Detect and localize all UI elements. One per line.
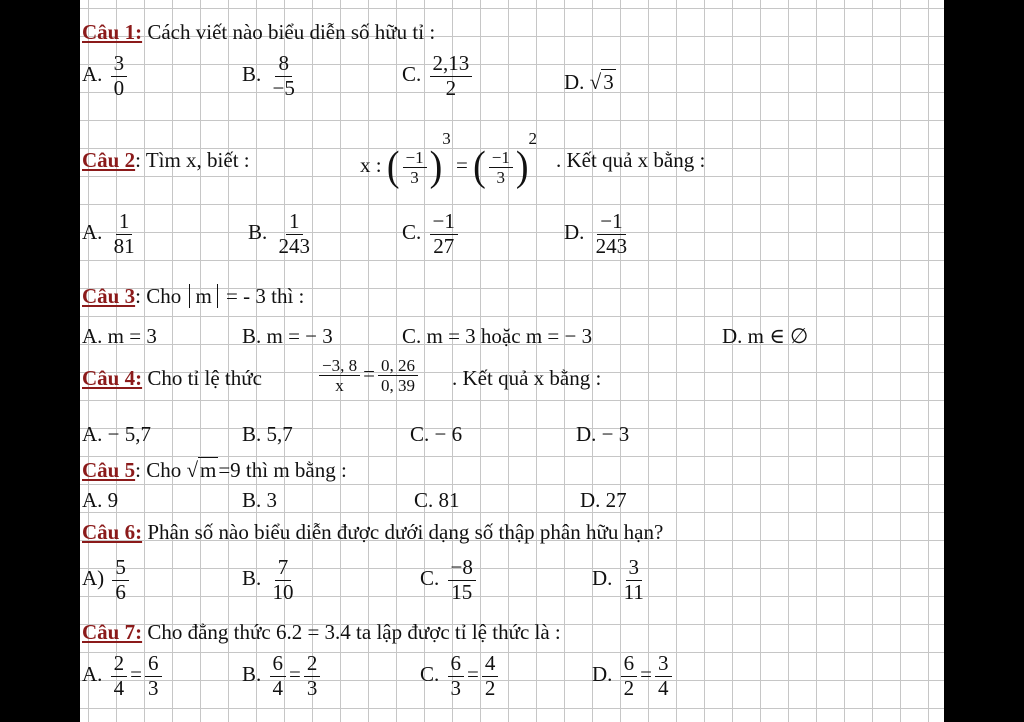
question-6: Câu 6: Phân số nào biểu diễn được dưới dạng số thập phân hữu hạn? bbox=[82, 520, 664, 544]
question-1-label: Câu 1: bbox=[82, 20, 143, 44]
question-4-label: Câu 4: bbox=[82, 366, 143, 390]
q1-option-a: A. $\frac{3}{0}$ bbox=[82, 52, 130, 100]
q3-option-b: B. m = − 3 bbox=[242, 324, 333, 348]
q1-option-c: C. $\frac{2,13}{2}$ bbox=[402, 52, 475, 100]
question-2-label: Câu 2 bbox=[82, 148, 136, 172]
q7-option-c: C. $\frac{6}{3}$ = $\frac{4}{2}$ bbox=[420, 652, 501, 700]
q6-option-a: A) $\frac{5}{6}$ bbox=[82, 556, 132, 604]
q7-option-b: B. $\frac{6}{4}$ = $\frac{2}{3}$ bbox=[242, 652, 323, 700]
fraction: $\frac{3}{0}$ bbox=[111, 52, 128, 100]
question-7: Câu 7: Cho đẳng thức 6.2 = 3.4 ta lập được tỉ lệ thức là : bbox=[82, 620, 561, 644]
q4-option-c: C. − 6 bbox=[410, 422, 463, 446]
question-3: Câu 3: Cho m = - 3 thì : bbox=[82, 284, 305, 308]
question-5: Câu 5: Cho √m=9 thì m bằng : bbox=[82, 458, 347, 482]
worksheet-paper bbox=[80, 0, 944, 722]
q6-option-b: B. $\frac{7}{10}$ bbox=[242, 555, 294, 604]
q4-option-b: B. 5,7 bbox=[242, 422, 293, 446]
q5-option-d: D. 27 bbox=[580, 488, 627, 512]
q3-option-a: A. m = 3 bbox=[82, 324, 157, 348]
q2-option-c: C. $\frac{-1}{27}$ bbox=[402, 210, 461, 258]
question-4-tail: . Kết quả x bằng : bbox=[452, 366, 602, 390]
radical-sign: √ bbox=[186, 458, 198, 482]
absolute-value: m bbox=[189, 284, 217, 308]
q5-option-b: B. 3 bbox=[242, 488, 278, 512]
q7-option-d: D. $\frac{6}{2}$ = $\frac{3}{4}$ bbox=[592, 652, 675, 700]
q6-option-c: C. $\frac{-8}{15}$ bbox=[420, 556, 479, 604]
question-1 bbox=[82, 22, 435, 43]
question-7-label: Câu 7: bbox=[82, 620, 143, 644]
q1-option-b: B. $\frac{8}{-5}$ bbox=[242, 52, 301, 100]
radical-sign: √ bbox=[589, 70, 602, 94]
q6-option-d: D. $\frac{3}{11}$ bbox=[592, 555, 644, 604]
q4-option-d: D. − 3 bbox=[576, 422, 630, 446]
q2-option-b: B. $\frac{1}{243}$ bbox=[248, 209, 311, 258]
q5-option-a: A. 9 bbox=[82, 488, 119, 512]
question-6-label: Câu 6: bbox=[82, 520, 143, 544]
q2-option-a: A. $\frac{1}{81}$ bbox=[82, 209, 135, 258]
question-5-label: Câu 5 bbox=[82, 458, 136, 482]
q1-option-d: D. √3 bbox=[564, 70, 614, 94]
fraction: $\frac{8}{-5}$ bbox=[272, 51, 295, 100]
question-2-text: : Tìm x, biết : bbox=[135, 148, 250, 172]
q2-equation: x : ( $\frac{-1}{3}$ )$^3$ = ( $\frac{-1}{3}$ )$^2$ bbox=[360, 129, 537, 191]
q4-option-a: A. − 5,7 bbox=[82, 422, 152, 446]
q3-option-c: C. m = 3 hoặc m = − 3 bbox=[402, 324, 593, 348]
q5-option-c: C. 81 bbox=[414, 488, 460, 512]
q7-option-a: A. $\frac{2}{4}$ = $\frac{6}{3}$ bbox=[82, 652, 165, 700]
fraction: $\frac{2,13}{2}$ bbox=[430, 52, 473, 100]
question-3-label: Câu 3 bbox=[82, 284, 136, 308]
q4-proportion: $\frac{-3, 8}{x}$ = $\frac{0, 26}{0, 39}$ bbox=[316, 356, 421, 395]
question-4: Câu 4: Cho tỉ lệ thức bbox=[82, 366, 262, 390]
q3-option-d: D. m ∈ ∅ bbox=[722, 324, 809, 348]
question-2-tail: . Kết quả x bằng : bbox=[556, 148, 706, 172]
q2-option-d: D. $\frac{-1}{243}$ bbox=[564, 209, 628, 258]
question-1-text: Cách viết nào biểu diễn số hữu tỉ : bbox=[147, 20, 436, 44]
question-2 bbox=[82, 150, 250, 171]
